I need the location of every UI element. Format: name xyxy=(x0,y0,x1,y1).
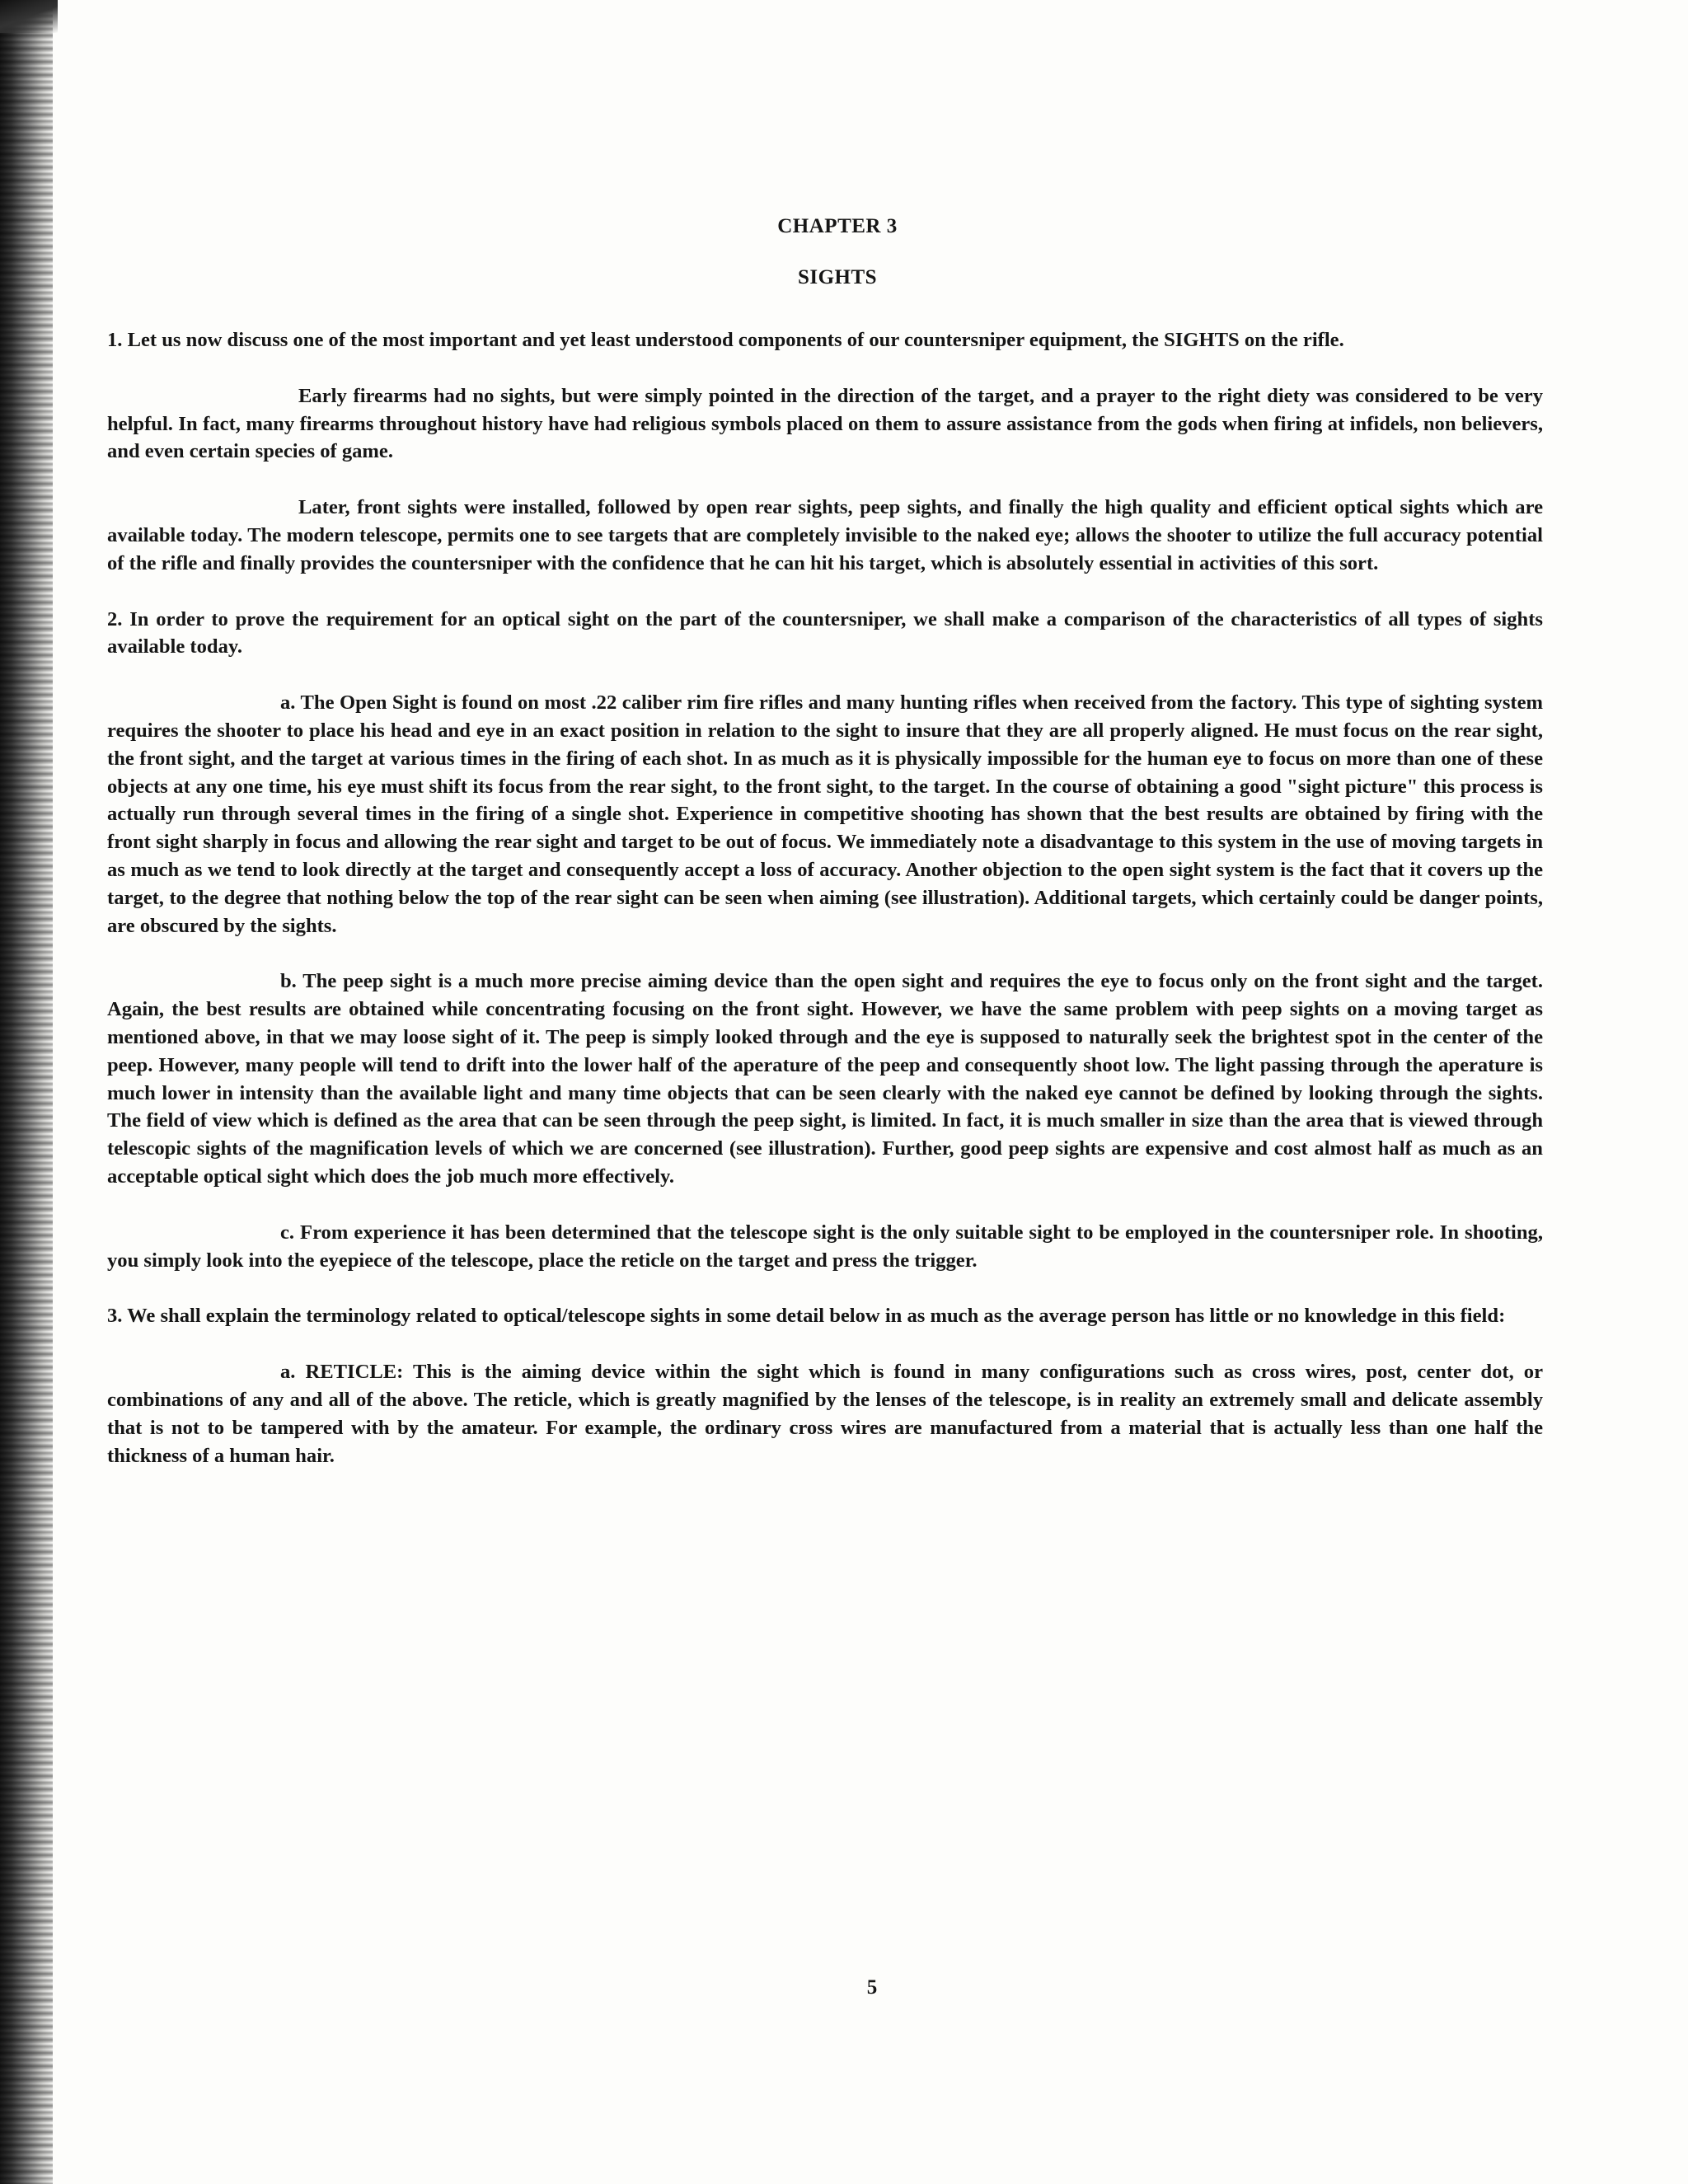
paragraph-early-firearms: Early firearms had no sights, but were simply pointed in the direction of the target, and a prayer to the right diety was considered to be very helpful. In fact, many firearms throughout history have had religious symbols placed on them to assure assistance from the gods when firing at infidels, non believers, and even certain species of game. xyxy=(107,384,1543,463)
paragraph-b-peep-sight: b. The peep sight is a much more precise aiming device than the open sight and requires the eye to focus only on the front sight and the target. Again, the best results are obtained while concentrating focusing on the front sight. However, we have the same problem with peep sights on a moving target as mentioned above, in that we may loose sight of it. The peep is simply looked through and the eye is supposed to naturally seek the brightest spot in the center of the peep. However, many people will tend to drift into the lower half of the aperature of the peep and consequently shoot low. The light passing through the aperature is much lower in intensity than the available light and many time objects that can be seen clearly with the naked eye cannot be defined by looking through the sights. The field of view which is defined as the area that can be seen through the peep sight, is limited. In fact, it is much smaller in size than the area that is viewed through telescopic sights of the magnification levels of which we are concerned (see illustration). Further, good peep sights are expensive and cost almost half as much as an acceptable optical sight which does the job much more effectively. xyxy=(107,970,1543,1188)
paragraph-c-telescope-sight: c. From experience it has been determined that the telescope sight is the only suitable sight to be employed in the countersniper role. In shooting, you simply look into the eyepiece of the telescope, place the reticle on the target and press the trigger. xyxy=(107,1221,1543,1272)
paragraph-2-comparison: 2. In order to prove the requirement for an optical sight on the part of the countersniper, we shall make a comparison of the characteristics of all types of sights available today. xyxy=(107,607,1543,658)
paragraph-later-sights: Later, front sights were installed, followed by open rear sights, peep sights, and finally the high quality and efficient optical sights which are available today. The modern telescope, permits one to see targets that are completely invisible to the naked eye; allows the shooter to utilize the full accuracy potential of the rifle and finally provides the countersniper with the confidence that he can hit his target, which is absolutely essential in activities of this sort. xyxy=(107,496,1543,574)
paragraph-a-reticle: a. RETICLE: This is the aiming device within the sight which is found in many configurations such as cross wires, post, center dot, or combinations of any and all of the above. The reticle, which is greatly magnified by the lenses of the telescope, is in reality an extremely small and delicate assembly that is not to be tampered with by the amateur. For example, the ordinary cross wires are manufactured from a material that is actually less than one half the thickness of a human hair. xyxy=(107,1361,1543,1467)
page-number: 5 xyxy=(866,1976,878,1999)
page-body xyxy=(107,213,1543,1469)
chapter-heading: CHAPTER 3 xyxy=(777,215,898,237)
paragraph-a-open-sight: a. The Open Sight is found on most .22 caliber rim fire rifles and many hunting rifles when received from the factory. This type of sighting system requires the shooter to place his head and eye in an exact position in relation to the sight to insure that they are all properly aligned. He must focus on the rear sight, the front sight, and the target at various times in the firing of each shot. In as much as it is physically impossible for the human eye to focus on more than one of these objects at any one time, his eye must shift its focus from the rear sight, to the front sight, to the target. In the course of obtaining a good "sight picture" this process is actually run through several times in the firing of a single shot. Experience in competitive shooting has shown that the best results are obtained by firing with the front sight sharply in focus and allowing the rear sight and target to be out of focus. We immediately note a disadvantage to this system in the use of moving targets in as much as we tend to look directly at the target and consequently accept a loss of accuracy. Another objection to the open sight system is the fact that it covers up the target, to the degree that nothing below the top of the rear sight can be seen when aiming (see illustration). Additional targets, which certainly could be danger points, are obscured by the sights. xyxy=(107,691,1543,937)
paragraph-3-terminology: 3. We shall explain the terminology related to optical/telescope sights in some detail below in as much as the average person has little or no knowledge in this field: xyxy=(107,1305,1506,1328)
paragraph-1-intro: 1. Let us now discuss one of the most important and yet least understood components of our countersniper equipment, the SIGHTS on the rifle. xyxy=(107,329,1344,351)
section-heading: SIGHTS xyxy=(797,266,878,288)
edge-shadow xyxy=(0,0,58,33)
binding-edge xyxy=(0,0,53,2184)
